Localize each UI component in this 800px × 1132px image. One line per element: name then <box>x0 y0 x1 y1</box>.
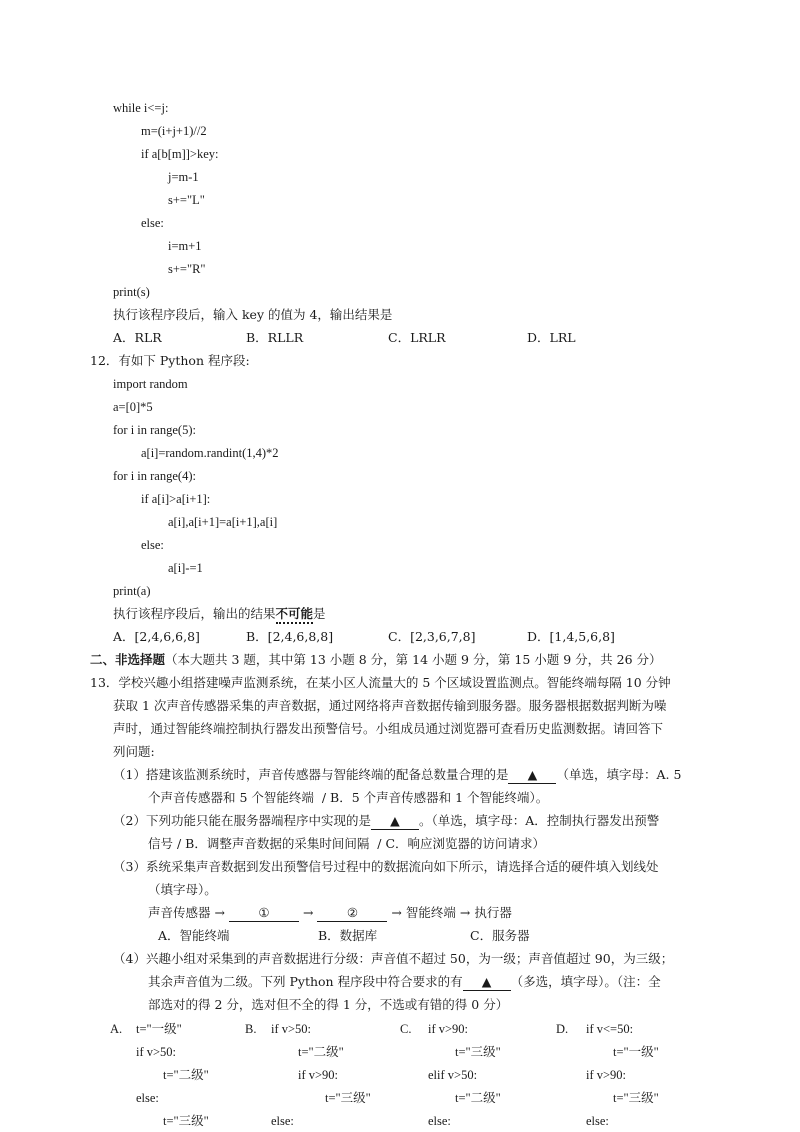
code-line: else: <box>428 1114 451 1128</box>
code-line: else: <box>141 216 164 230</box>
question-intro: 获取 1 次声音传感器采集的声音数据，通过网络将声音数据传输到服务器。服务器根据数据判断为噪 <box>113 698 667 713</box>
choice-a-label: A. <box>110 1022 123 1036</box>
option-b: B．数据库 <box>318 928 378 943</box>
code-line: for i in range(5): <box>113 423 196 437</box>
code-line: import random <box>113 377 188 391</box>
option-d: D．LRL <box>527 330 576 345</box>
part-1-cont: 个声音传感器和 5 个智能终端 / B．5 个声音传感器和 1 个智能终端）。 <box>148 790 549 805</box>
part-4-note: 部选对的得 2 分，选对但不全的得 1 分，不选或有错的得 0 分） <box>148 997 509 1012</box>
answer-blank[interactable]: ▲ <box>371 813 419 830</box>
code-line: s+="R" <box>168 262 206 276</box>
code-line: if v>50: <box>136 1045 177 1059</box>
choice-b-label: B. <box>245 1022 257 1036</box>
flow-blank-1[interactable]: ① <box>229 905 299 922</box>
option-c: C．服务器 <box>470 928 530 943</box>
code-line: if a[b[m]]>key: <box>141 147 219 161</box>
code-line: print(s) <box>113 285 150 299</box>
data-flow: 声音传感器 → ① → ② → 智能终端 → 执行器 <box>148 905 512 920</box>
code-line: while i<=j: <box>113 101 169 115</box>
arrow-icon: → <box>391 905 402 920</box>
code-line: if a[i]>a[i+1]: <box>141 492 211 506</box>
code-line: if v<=50: <box>586 1022 634 1036</box>
code-line: if v>90: <box>586 1068 627 1082</box>
code-line: t="三级" <box>325 1091 371 1105</box>
code-line: if v>90: <box>298 1068 339 1082</box>
arrow-icon: → <box>214 905 225 920</box>
code-line: t="三级" <box>163 1114 209 1128</box>
code-line: t="三级" <box>455 1045 501 1059</box>
part-2: （2）下列功能只能在服务器端程序中实现的是 ▲ 。（单选，填字母：A．控制执行器发出预警 <box>113 813 660 828</box>
part-3: （3）系统采集声音数据到发出预警信号过程中的数据流向如下所示，请选择合适的硬件填入划线处 <box>113 859 659 874</box>
code-line: elif v>50: <box>428 1068 478 1082</box>
arrow-icon: → <box>302 905 314 920</box>
code-line: t="一级" <box>136 1022 182 1036</box>
code-line: t="二级" <box>163 1068 209 1082</box>
code-line: j=m-1 <box>168 170 199 184</box>
code-line: t="二级" <box>455 1091 501 1105</box>
answer-blank[interactable]: ▲ <box>463 974 511 991</box>
section-header: 二、非选择题（本大题共 3 题，其中第 13 小题 8 分，第 14 小题 9 分，第 15 小题 9 分，共 26 分） <box>90 652 662 667</box>
code-line: for i in range(4): <box>113 469 196 483</box>
code-line: else: <box>136 1091 159 1105</box>
option-d: D．[1,4,5,6,8] <box>527 629 615 644</box>
code-line: a[i]-=1 <box>168 561 203 575</box>
code-line: if v>50: <box>271 1022 312 1036</box>
part-4-cont: 其余声音值为二级。下列 Python 程序段中符合要求的有 ▲ （多选，填字母）。（注：全 <box>148 974 661 989</box>
flow-blank-2[interactable]: ② <box>317 905 387 922</box>
choice-c-label: C. <box>400 1022 412 1036</box>
code-line: s+="L" <box>168 193 205 207</box>
question-intro: 列问题: <box>113 744 155 759</box>
code-line: t="一级" <box>613 1045 659 1059</box>
code-line: a=[0]*5 <box>113 400 153 414</box>
part-2-cont: 信号 / B．调整声音数据的采集时间间隔 / C．响应浏览器的访问请求） <box>148 836 546 851</box>
part-3-cont: （填字母）。 <box>148 882 217 897</box>
part-4: （4）兴趣小组对采集到的声音数据进行分级：声音值不超过 50，为一级；声音值超过 90，为三级； <box>113 951 674 966</box>
option-a: A．智能终端 <box>158 928 230 943</box>
code-line: else: <box>586 1114 609 1128</box>
code-line: t="二级" <box>298 1045 344 1059</box>
code-line: i=m+1 <box>168 239 202 253</box>
code-line: a[i],a[i+1]=a[i+1],a[i] <box>168 515 278 529</box>
code-line: else: <box>271 1114 294 1128</box>
code-line: m=(i+j+1)//2 <box>141 124 207 138</box>
question-intro: 13．学校兴趣小组搭建噪声监测系统，在某小区人流量大的 5 个区域设置监测点。智能终端每隔 10 分钟 <box>90 675 671 690</box>
code-line: t="三级" <box>613 1091 659 1105</box>
choice-d-label: D. <box>556 1022 569 1036</box>
question-title: 12．有如下 Python 程序段: <box>90 353 250 368</box>
option-a: A．RLR <box>113 330 162 345</box>
answer-blank[interactable]: ▲ <box>508 767 556 784</box>
option-b: B．[2,4,6,8,8] <box>246 629 334 644</box>
code-line: print(a) <box>113 584 151 598</box>
question-prompt: 执行该程序段后，输出的结果不可能是 <box>113 606 326 621</box>
code-line: else: <box>141 538 164 552</box>
question-prompt: 执行该程序段后，输入 key 的值为 4，输出结果是 <box>113 307 393 322</box>
option-c: C．LRLR <box>388 330 446 345</box>
option-b: B．RLLR <box>246 330 304 345</box>
option-a: A．[2,4,6,6,8] <box>113 629 200 644</box>
question-intro: 声时，通过智能终端控制执行器发出预警信号。小组成员通过浏览器可查看历史监测数据。请回答下 <box>113 721 664 736</box>
code-line: if v>90: <box>428 1022 469 1036</box>
arrow-icon: → <box>459 905 471 920</box>
code-line: a[i]=random.randint(1,4)*2 <box>141 446 279 460</box>
emphasis-text: 不可能 <box>275 606 314 621</box>
option-c: C．[2,3,6,7,8] <box>388 629 476 644</box>
part-1: （1）搭建该监测系统时，声音传感器与智能终端的配备总数量合理的是 ▲ （单选，填字母：A. 5 <box>113 767 682 782</box>
